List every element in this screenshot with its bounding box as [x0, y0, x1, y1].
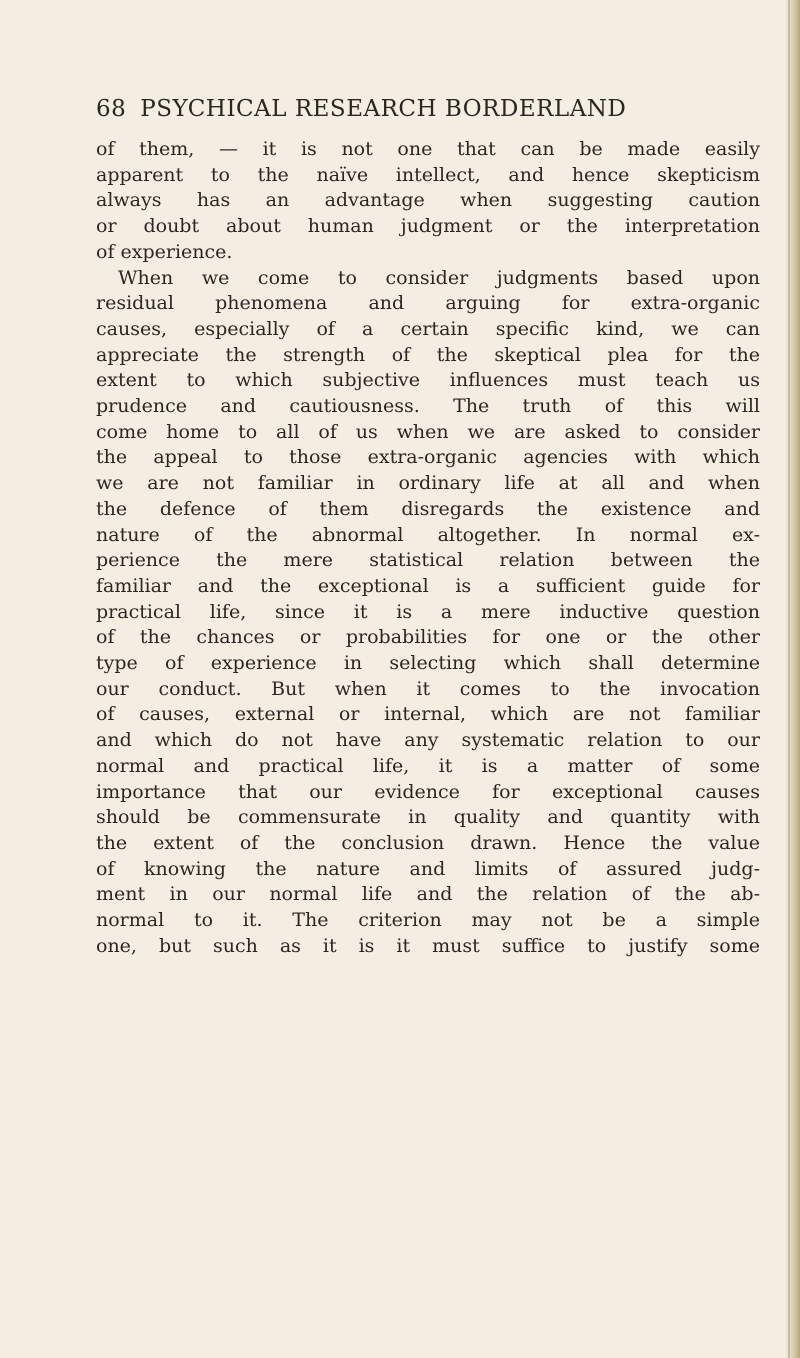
text-line: the extent of the conclusion drawn. Hence the value	[96, 831, 760, 854]
text-line: extent to which subjective influences must teach us	[96, 369, 760, 392]
text-line: practical life, since it is a mere inductive question	[96, 600, 760, 623]
text-line: of them, — it is not one that can be made easily	[96, 138, 760, 160]
text-line: our conduct. But when it comes to the invocation	[96, 677, 760, 700]
text-line: always has an advantage when suggesting caution	[96, 189, 760, 212]
text-line: perience the mere statistical relation between the	[96, 549, 760, 572]
text-line: ment in our normal life and the relation of the ab-	[96, 883, 760, 906]
text-line: of knowing the nature and limits of assured judg-	[96, 857, 760, 880]
text-line: normal to it. The criterion may not be a simple	[96, 909, 760, 932]
body-text	[96, 137, 760, 960]
page-number: 68	[96, 96, 127, 122]
text-line: of causes, external or internal, which are not familiar	[96, 703, 760, 726]
text-line: one, but such as it is it must suffice to justify some	[96, 934, 760, 957]
text-line: nature of the abnormal altogether. In normal ex-	[96, 523, 760, 546]
text-line: apparent to the naïve intellect, and hence skepticism	[96, 163, 760, 186]
text-line: type of experience in selecting which shall determine	[96, 652, 760, 675]
text-line: and which do not have any systematic relation to our	[96, 729, 760, 752]
text-line: or doubt about human judgment or the interpretation	[96, 215, 760, 238]
text-line: of experience.	[96, 240, 233, 263]
text-line: When we come to consider judgments based upon	[118, 266, 760, 289]
text-line: come home to all of us when we are asked to consider	[96, 420, 760, 443]
text-line: the appeal to those extra-organic agencies with which	[96, 446, 760, 469]
text-line: familiar and the exceptional is a sufficient guide for	[96, 574, 760, 597]
text-line: residual phenomena and arguing for extra-organic	[96, 292, 760, 315]
text-line: should be commensurate in quality and quantity with	[96, 806, 760, 829]
running-header	[96, 96, 756, 122]
text-line: the defence of them disregards the existence and	[96, 497, 760, 520]
running-title: PSYCHICAL RESEARCH BORDERLAND	[140, 96, 627, 122]
text-line: appreciate the strength of the skeptical plea for the	[96, 343, 760, 366]
text-line: prudence and cautiousness. The truth of this will	[96, 395, 760, 418]
text-line: we are not familiar in ordinary life at all and when	[96, 472, 760, 495]
text-line: of the chances or probabilities for one or the other	[96, 626, 760, 649]
text-line: causes, especially of a certain specific kind, we can	[96, 317, 760, 340]
text-line: importance that our evidence for exceptional causes	[96, 780, 760, 803]
page-edge-shadow	[788, 0, 790, 1358]
text-line: normal and practical life, it is a matter of some	[96, 754, 760, 777]
